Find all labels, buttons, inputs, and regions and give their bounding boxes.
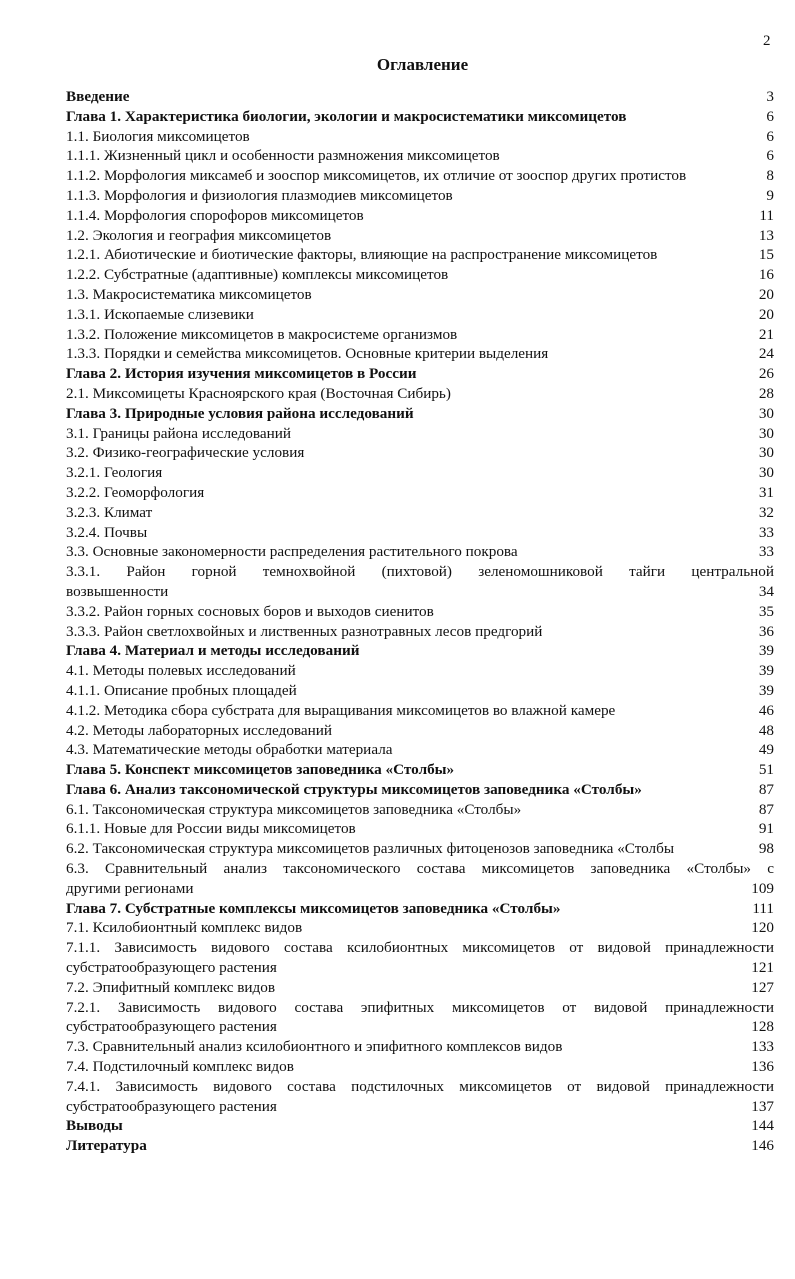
toc-entry: [66, 958, 774, 978]
toc-entry-title: 1.3.3. Порядки и семейства миксомицетов. Основные критерии выделения: [66, 345, 549, 363]
toc-entry: [66, 146, 774, 166]
toc-entry-title: 3.2.1. Геология: [66, 464, 163, 482]
toc-entry-page: 98: [758, 840, 774, 858]
toc-entry: [66, 364, 774, 384]
toc-entry: [66, 226, 774, 246]
toc-entry-title: 7.1.1. Зависимость видового состава ксилобионтных миксомицетов от видовой принадлежности: [66, 939, 774, 957]
toc-entry: [66, 523, 774, 543]
toc-entry: [66, 206, 774, 226]
toc-entry-title: 7.1. Ксилобионтный комплекс видов: [66, 919, 303, 937]
toc-entry-page: 6: [766, 127, 774, 145]
toc-entry-title: 1.3.2. Положение миксомицетов в макросистеме организмов: [66, 325, 458, 343]
toc-entry: [66, 1017, 774, 1037]
toc-entry-title: Глава 1. Характеристика биологии, экологии и макросистематики миксомицетов: [66, 107, 627, 125]
toc-entry: [66, 938, 774, 958]
toc-entry-page: 21: [758, 325, 774, 343]
toc-entry-title: 4.1.2. Методика сбора субстрата для выращивания миксомицетов во влажной камере: [66, 701, 616, 719]
toc-entry: [66, 245, 774, 265]
toc-entry-page: 8: [766, 167, 774, 185]
toc-entry-page: 13: [758, 226, 774, 244]
toc-entry: [66, 998, 774, 1018]
toc-entry: [66, 760, 774, 780]
toc-entry-page: 33: [758, 543, 774, 561]
toc-entry-page: 15: [758, 246, 774, 264]
toc-entry: [66, 503, 774, 523]
toc-entry-title: Глава 2. История изучения миксомицетов в России: [66, 365, 417, 383]
toc-entry-title: возвышенности: [66, 582, 169, 600]
toc-entry-page: 121: [751, 959, 774, 977]
toc-entry-page: 137: [751, 1097, 774, 1115]
toc-entry-page: 146: [751, 1137, 774, 1155]
toc-entry: [66, 463, 774, 483]
toc-entry-title: Выводы: [66, 1117, 123, 1135]
toc-entry-title: 3.2.4. Почвы: [66, 523, 148, 541]
toc-entry-page: 111: [752, 899, 774, 917]
toc-entry-title: 7.3. Сравнительный анализ ксилобионтного и эпифитного комплексов видов: [66, 1038, 563, 1056]
toc-entry-page: 109: [751, 879, 774, 897]
toc-entry: [66, 602, 774, 622]
toc-entry-title: 6.2. Таксономическая структура миксомицетов различных фитоценозов заповедника «Столбы: [66, 840, 675, 858]
toc-entry: [66, 562, 774, 582]
toc-entry: [66, 186, 774, 206]
toc-entry-page: 87: [758, 780, 774, 798]
toc-entry-page: 49: [758, 741, 774, 759]
toc-entry-page: 87: [758, 800, 774, 818]
toc-entry-title: 1.3.1. Ископаемые слизевики: [66, 305, 254, 323]
toc-entry-page: 30: [758, 444, 774, 462]
toc-entry-title: Глава 5. Конспект миксомицетов заповедника «Столбы»: [66, 761, 455, 779]
toc-entry: [66, 127, 774, 147]
toc-entry: [66, 800, 774, 820]
toc-entry-title: 3.2.2. Геоморфология: [66, 483, 205, 501]
toc-entry-page: 36: [758, 622, 774, 640]
toc-entry: [66, 325, 774, 345]
toc-entry-title: 2.1. Миксомицеты Красноярского края (Восточная Сибирь): [66, 384, 451, 402]
toc-entry-page: 34: [758, 582, 774, 600]
toc-entry-title: 1.1. Биология миксомицетов: [66, 127, 250, 145]
toc-entry-title: 3.1. Границы района исследований: [66, 424, 291, 442]
toc-entry-page: 31: [758, 483, 774, 501]
table-of-contents: [66, 87, 774, 1156]
toc-entry-title: Глава 6. Анализ таксономической структуры миксомицетов заповедника «Столбы»: [66, 780, 642, 798]
toc-entry-title: 3.3.3. Район светлохвойных и лиственных разнотравных лесов предгорий: [66, 622, 543, 640]
toc-entry: [66, 87, 774, 107]
toc-entry-title: 4.2. Методы лабораторных исследований: [66, 721, 333, 739]
toc-entry-title: 6.3. Сравнительный анализ таксономического состава миксомицетов заповедника «Столбы» с: [66, 860, 774, 878]
toc-entry: [66, 879, 774, 899]
toc-entry-title: 6.1. Таксономическая структура миксомицетов заповедника «Столбы»: [66, 800, 522, 818]
toc-entry: [66, 404, 774, 424]
toc-entry: [66, 1057, 774, 1077]
toc-entry: [66, 542, 774, 562]
toc-entry: [66, 839, 774, 859]
toc-entry: [66, 1077, 774, 1097]
toc-entry-title: 7.4. Подстилочный комплекс видов: [66, 1058, 294, 1076]
toc-entry-title: 4.1. Методы полевых исследований: [66, 662, 296, 680]
toc-entry-page: 91: [758, 820, 774, 838]
toc-entry-page: 6: [766, 147, 774, 165]
toc-entry-title: Глава 4. Материал и методы исследований: [66, 642, 360, 660]
toc-title: Оглавление: [376, 55, 469, 74]
toc-entry: [66, 1037, 774, 1057]
toc-entry: [66, 1097, 774, 1117]
toc-entry: [66, 780, 774, 800]
toc-entry-title: 1.2.1. Абиотические и биотические факторы, влияющие на распространение миксомицетов: [66, 246, 658, 264]
toc-entry-page: 9: [766, 186, 774, 204]
toc-entry-title: 1.3. Макросистематика миксомицетов: [66, 285, 312, 303]
toc-entry: [66, 285, 774, 305]
toc-entry: [66, 424, 774, 444]
toc-entry-title: Введение: [66, 88, 130, 105]
toc-entry-page: 33: [758, 523, 774, 541]
toc-entry-page: 39: [758, 662, 774, 680]
toc-entry: [66, 1136, 774, 1156]
toc-entry-title: 1.2.2. Субстратные (адаптивные) комплексы миксомицетов: [66, 266, 449, 284]
toc-entry-page: 136: [751, 1058, 774, 1076]
toc-entry-page: 128: [751, 1018, 774, 1036]
toc-entry: [66, 918, 774, 938]
toc-entry-title: Литература: [66, 1137, 147, 1155]
toc-entry-page: 39: [758, 642, 774, 660]
toc-entry: [66, 899, 774, 919]
toc-entry-page: 30: [758, 404, 774, 422]
toc-entry-page: 35: [758, 602, 774, 620]
toc-entry-title: 1.1.1. Жизненный цикл и особенности размножения миксомицетов: [66, 147, 500, 165]
toc-entry: [66, 344, 774, 364]
toc-entry-page: 127: [751, 978, 774, 996]
toc-entry-page: 28: [758, 384, 774, 402]
toc-entry: [66, 1116, 774, 1136]
toc-entry-page: 32: [758, 503, 774, 521]
toc-entry-title: 1.1.4. Морфология спорофоров миксомицетов: [66, 206, 364, 224]
toc-entry: [66, 681, 774, 701]
toc-entry-title: Глава 3. Природные условия района исследований: [66, 404, 414, 422]
toc-entry: [66, 721, 774, 741]
toc-entry: [66, 978, 774, 998]
toc-entry: [66, 641, 774, 661]
toc-entry-page: 20: [758, 305, 774, 323]
toc-entry-title: другими регионами: [66, 879, 194, 897]
toc-entry-title: 3.2. Физико-географические условия: [66, 444, 305, 462]
toc-entry-title: субстратообразующего растения: [66, 1097, 277, 1115]
toc-entry: [66, 740, 774, 760]
toc-entry-title: 6.1.1. Новые для России виды миксомицетов: [66, 820, 356, 838]
toc-entry-title: Глава 7. Субстратные комплексы миксомицетов заповедника «Столбы»: [66, 899, 561, 917]
toc-entry: [66, 622, 774, 642]
toc-entry-page: 120: [751, 919, 774, 937]
toc-entry: [66, 582, 774, 602]
toc-entry: [66, 483, 774, 503]
toc-entry-page: 51: [758, 761, 774, 779]
toc-entry-title: 3.3. Основные закономерности распределения растительного покрова: [66, 543, 518, 561]
toc-entry: [66, 819, 774, 839]
toc-entry-page: 6: [766, 107, 774, 125]
toc-entry-title: 1.1.2. Морфология миксамеб и зооспор миксомицетов, их отличие от зооспор других протистов: [66, 167, 687, 185]
toc-entry-page: 30: [758, 424, 774, 442]
toc-entry-title: 1.1.3. Морфология и физиология плазмодиев миксомицетов: [66, 186, 453, 204]
toc-entry: [66, 701, 774, 721]
toc-entry-title: 4.1.1. Описание пробных площадей: [66, 681, 297, 699]
toc-entry-page: 46: [758, 701, 774, 719]
toc-entry-title: субстратообразующего растения: [66, 1018, 277, 1036]
toc-entry-page: 20: [758, 285, 774, 303]
toc-entry-page: 144: [751, 1117, 774, 1135]
toc-entry: [66, 443, 774, 463]
toc-entry: [66, 384, 774, 404]
toc-entry-page: 48: [758, 721, 774, 739]
toc-entry-title: субстратообразующего растения: [66, 959, 277, 977]
toc-entry-page: 26: [758, 365, 774, 383]
toc-entry-page: 16: [758, 266, 774, 284]
toc-entry: [66, 859, 774, 879]
toc-entry-page: 30: [758, 464, 774, 482]
toc-entry: [66, 166, 774, 186]
toc-entry: [66, 265, 774, 285]
toc-entry: [66, 305, 774, 325]
toc-entry-page: 39: [758, 681, 774, 699]
toc-entry-title: 3.3.1. Район горной темнохвойной (пихтовой) зеленомошниковой тайги центральной: [66, 563, 774, 581]
toc-entry: [66, 107, 774, 127]
toc-entry-page: 3: [766, 88, 774, 105]
toc-entry-title: 7.2.1. Зависимость видового состава эпифитных миксомицетов от видовой принадлежности: [66, 998, 774, 1016]
toc-entry: [66, 661, 774, 681]
toc-entry-page: 11: [759, 206, 774, 224]
toc-entry-page: 133: [751, 1038, 774, 1056]
toc-entry-page: 24: [758, 345, 774, 363]
toc-entry-title: 4.3. Математические методы обработки материала: [66, 741, 393, 759]
toc-entry-title: 3.2.3. Климат: [66, 503, 153, 521]
toc-entry-title: 3.3.2. Район горных сосновых боров и выходов сиенитов: [66, 602, 434, 620]
page-number: 2: [763, 33, 771, 49]
toc-entry-title: 1.2. Экология и география миксомицетов: [66, 226, 332, 244]
toc-entry-title: 7.2. Эпифитный комплекс видов: [66, 978, 276, 996]
toc-entry-title: 7.4.1. Зависимость видового состава подстилочных миксомицетов от видовой принадлежности: [66, 1077, 774, 1095]
